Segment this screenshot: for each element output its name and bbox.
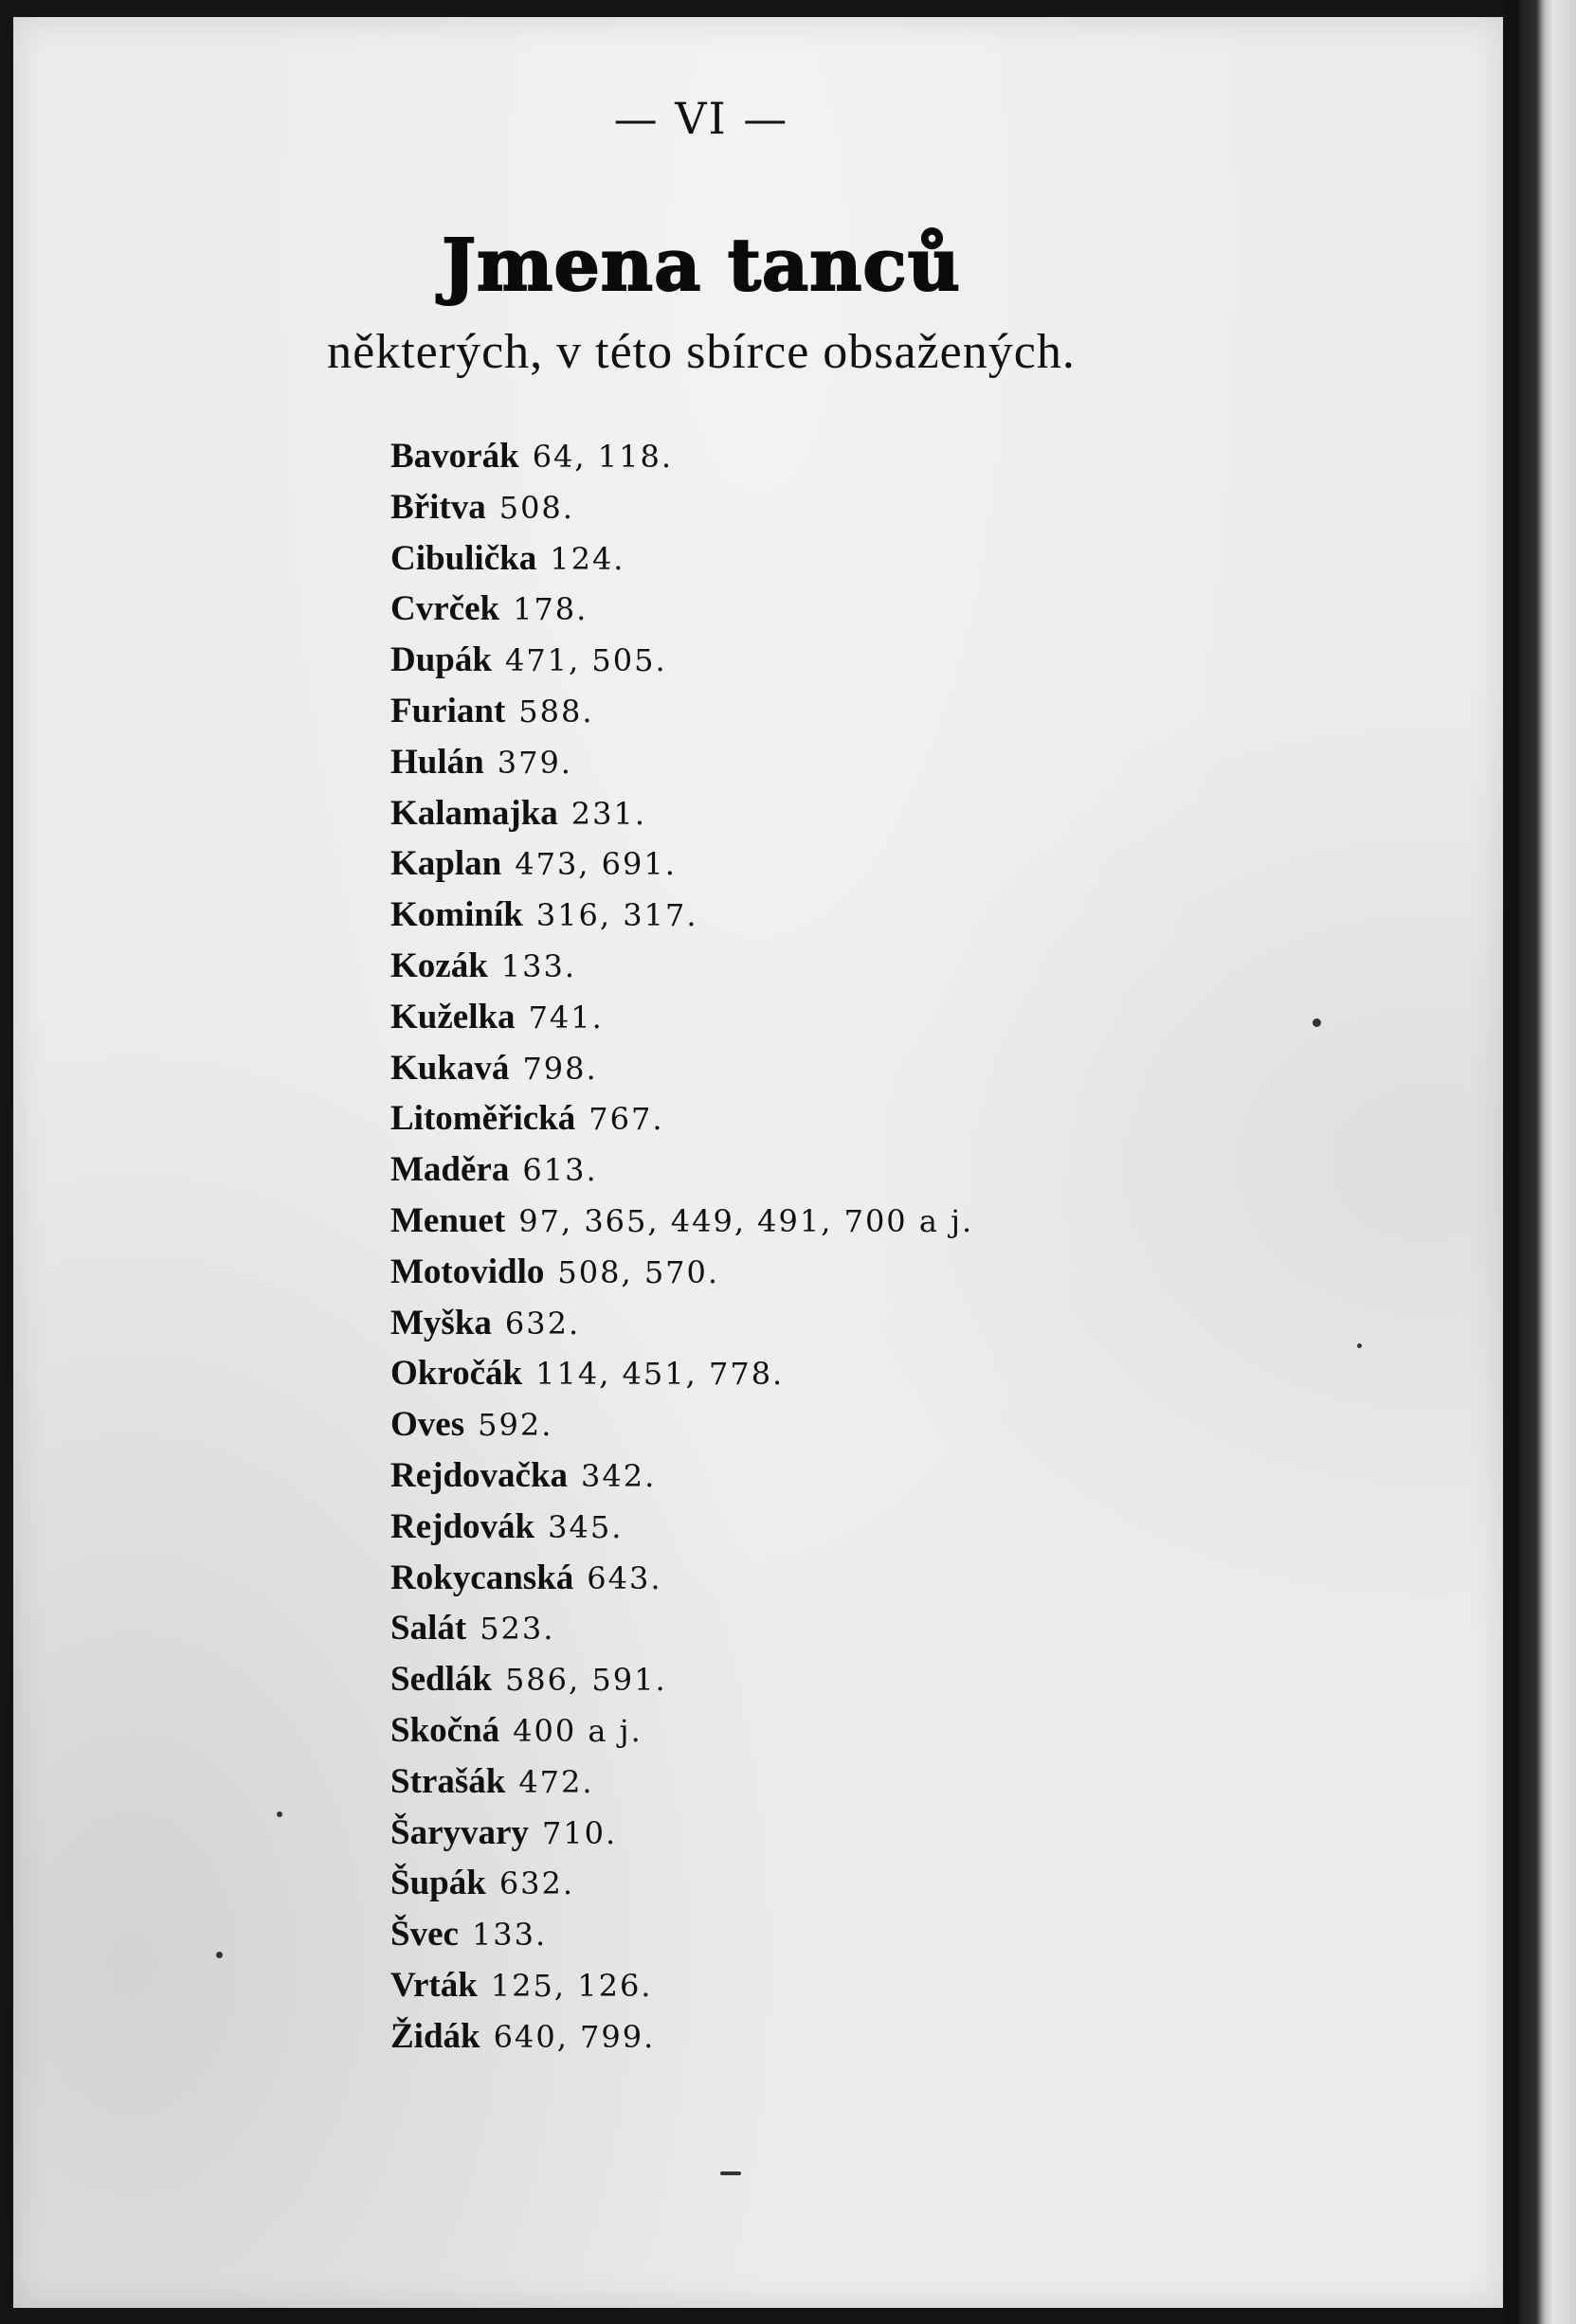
dance-name: Kuželka (390, 997, 516, 1036)
index-entry (390, 482, 973, 533)
dance-name: Rejdovák (390, 1506, 535, 1546)
dance-numbers: 632. (498, 1865, 575, 1902)
dance-numbers: 316, 317. (535, 897, 698, 934)
dance-numbers: 345. (548, 1508, 624, 1545)
dance-name: Kukavá (390, 1048, 510, 1088)
dance-numbers: 342. (581, 1457, 657, 1494)
index-entry (390, 1450, 973, 1502)
dance-name: Myška (390, 1303, 492, 1342)
dance-numbers: 64, 118. (532, 439, 673, 475)
dance-numbers: 178. (513, 591, 589, 628)
dance-name: Šupák (390, 1864, 486, 1903)
scan-speck (216, 1952, 223, 1958)
dance-numbers: 508, 570. (557, 1253, 720, 1290)
index-entry (390, 1043, 973, 1094)
index-entry (390, 1808, 973, 1859)
dance-numbers: 767. (589, 1101, 664, 1138)
dance-name: Bavorák (390, 437, 519, 476)
page-number: — VI — (613, 93, 789, 144)
dance-numbers: 640, 799. (493, 2018, 656, 2055)
dance-numbers: 586, 591. (504, 1662, 667, 1699)
dance-name: Kalamajka (390, 793, 558, 833)
book-spine-shadow (1503, 0, 1520, 2324)
scan-speck (720, 2171, 741, 2175)
index-entry (390, 2011, 973, 2063)
dance-name: Skočná (390, 1710, 500, 1750)
dance-name: Břitva (390, 487, 486, 527)
dance-name: Strašák (390, 1761, 506, 1801)
index-entry (390, 1960, 973, 2011)
index-entry (390, 992, 973, 1043)
dance-numbers: 472. (518, 1763, 594, 1800)
dance-name: Okročák (390, 1354, 523, 1394)
index-entry (390, 1298, 973, 1349)
dance-name: Maděra (390, 1150, 510, 1190)
dance-name: Cibulička (390, 538, 537, 578)
dance-numbers: 471, 505. (504, 642, 667, 679)
dance-name: Kozák (390, 946, 488, 985)
dance-numbers: 473, 691. (515, 846, 677, 883)
dance-numbers: 592. (478, 1407, 553, 1444)
dance-name: Salát (390, 1609, 467, 1648)
page-subtitle: některých, v této sbírce obsažených. (327, 325, 1076, 379)
dance-name: Sedlák (390, 1660, 492, 1700)
dance-numbers: 741. (528, 999, 604, 1036)
index-entry (390, 533, 973, 585)
index-entry (390, 1603, 973, 1654)
dance-numbers: 97, 365, 449, 491, 700 a j. (518, 1202, 974, 1239)
dance-numbers: 643. (587, 1559, 662, 1596)
page-title: Jmena tanců (442, 223, 961, 307)
index-entry (390, 584, 973, 635)
dance-numbers: 710. (541, 1814, 618, 1851)
dance-numbers: 133. (471, 1917, 548, 1954)
dance-numbers: 588. (518, 693, 594, 730)
index-entry (390, 1247, 973, 1298)
dance-numbers: 231. (571, 795, 647, 832)
index-entry (390, 890, 973, 941)
dance-name: Židák (390, 2016, 480, 2056)
index-entry (390, 635, 973, 686)
dance-numbers: 798. (522, 1050, 598, 1087)
dance-name: Dupák (390, 640, 492, 680)
index-entry (390, 1093, 973, 1144)
dance-index-list (390, 431, 973, 2063)
dance-name: Kaplan (390, 844, 502, 884)
dance-name: Cvrček (390, 589, 500, 629)
scan-speck (1313, 1018, 1321, 1027)
dance-name: Furiant (390, 691, 506, 730)
index-entry (390, 1502, 973, 1553)
index-entry (390, 788, 973, 839)
dance-numbers: 523. (480, 1611, 555, 1648)
next-page-edge (1519, 0, 1576, 2324)
index-entry (390, 1196, 973, 1247)
dance-numbers: 613. (522, 1152, 598, 1189)
index-entry (390, 431, 973, 482)
dance-name: Švec (390, 1915, 459, 1955)
scan-speck (277, 1811, 282, 1817)
index-entry (390, 1399, 973, 1450)
dance-numbers: 632. (504, 1305, 581, 1342)
index-entry (390, 1348, 973, 1399)
index-entry (390, 1144, 973, 1196)
dance-name: Motovidlo (390, 1252, 545, 1291)
index-entry (390, 1909, 973, 1960)
dance-name: Oves (390, 1405, 465, 1445)
dance-name: Rokycanská (390, 1558, 574, 1597)
index-entry (390, 1654, 973, 1705)
dance-name: Kominík (390, 895, 523, 935)
index-entry (390, 1553, 973, 1604)
dance-name: Vrták (390, 1965, 478, 2005)
scan-speck (1357, 1343, 1362, 1348)
dance-name: Rejdovačka (390, 1455, 569, 1495)
index-entry (390, 1858, 973, 1909)
dance-name: Menuet (390, 1200, 506, 1240)
index-entry (390, 737, 973, 788)
index-entry (390, 686, 973, 737)
index-entry (390, 838, 973, 890)
dance-numbers: 400 a j. (513, 1712, 643, 1749)
index-entry (390, 941, 973, 992)
dance-numbers: 508. (498, 489, 574, 526)
index-entry (390, 1705, 973, 1757)
dance-numbers: 133. (500, 947, 577, 984)
dance-name: Hulán (390, 742, 484, 782)
index-entry (390, 1757, 973, 1808)
dance-name: Šaryvary (390, 1812, 529, 1852)
dance-numbers: 125, 126. (490, 1967, 653, 2004)
dance-numbers: 124. (550, 540, 625, 577)
dance-numbers: 114, 451, 778. (535, 1356, 785, 1393)
dance-name: Litoměřická (390, 1099, 576, 1139)
dance-numbers: 379. (497, 744, 572, 781)
